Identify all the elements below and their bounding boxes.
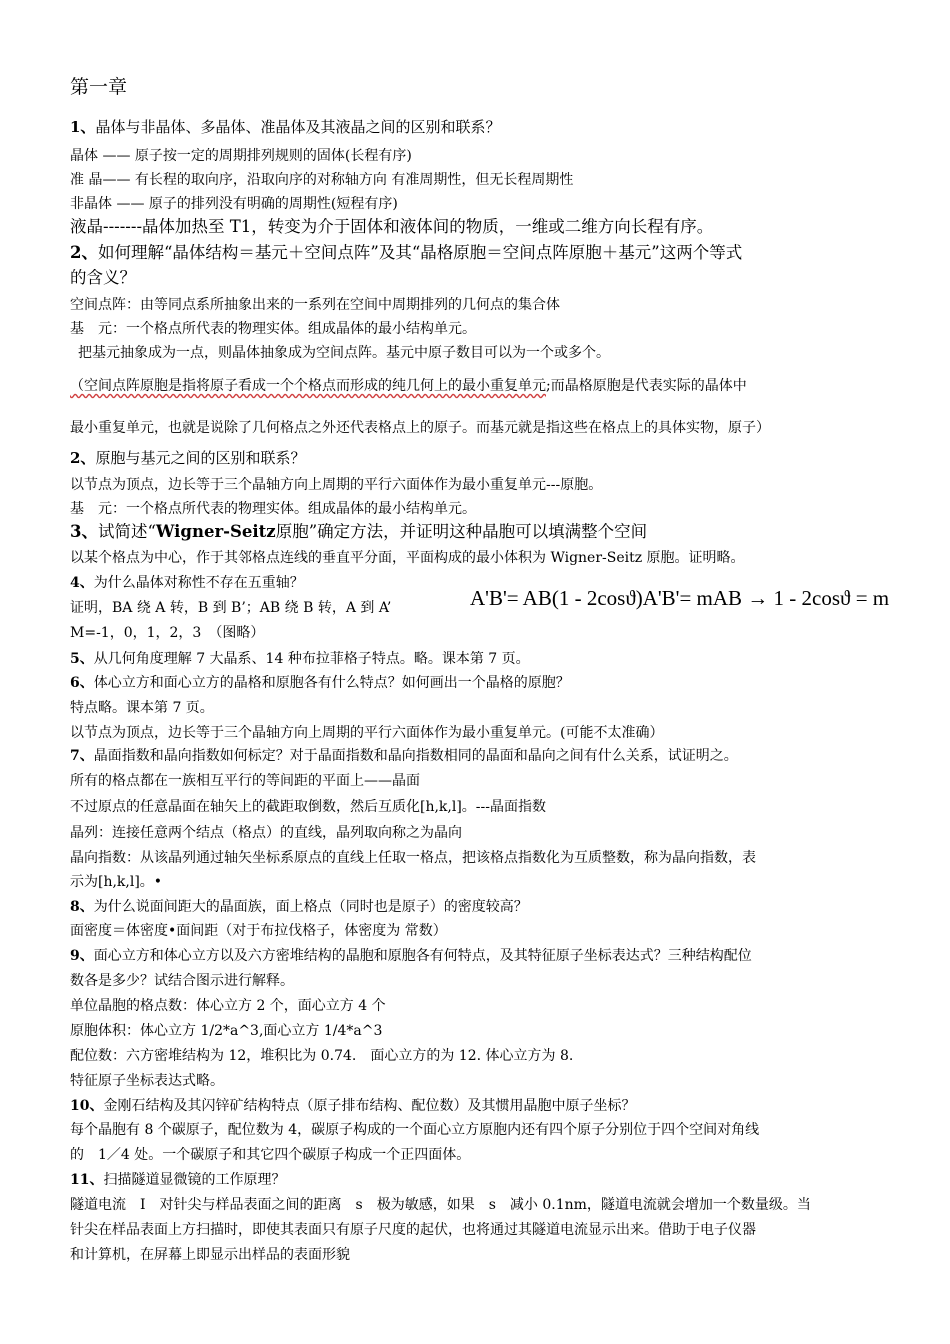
answer-line: 以节点为顶点，边长等于三个晶轴方向上周期的平行六面体作为最小重复单元---原胞。 [70,477,603,493]
rotation-formula: A'B'= AB(1 - 2cosϑ)A'B'= mAB → 1 - 2cosϑ = m [470,586,890,610]
question-heading: 10、金刚石结构及其闪锌矿结构特点（原子排布结构、配位数）及其惯用晶胞中原子坐标？ [70,1098,636,1114]
answer-line: 以节点为顶点，边长等于三个晶轴方向上周期的平行六面体作为最小重复单元。(可能不太准确） [70,725,664,741]
question-heading-cont: 数各是多少？试结合图示进行解释。 [70,973,294,989]
answer-line: （空间点阵原胞是指将原子看成一个个格点而形成的纯几何上的最小重复单元;而晶格原胞是代表实际的晶体中 [70,378,747,394]
question-heading: 6、体心立方和面心立方的晶格和原胞各有什么特点？如何画出一个晶格的原胞？ [70,675,570,691]
answer-line: 晶列：连接任意两个结点（格点）的直线，晶列取向称之为晶向 [70,825,462,841]
answer-line: 空间点阵：由等同点系所抽象出来的一系列在空间中周期排列的几何点的集合体 [70,297,560,313]
answer-line: 准 晶—— 有长程的取向序，沿取向序的对称轴方向 有准周期性，但无长程周期性 [70,172,574,188]
answer-line: 以某个格点为中心，作于其邻格点连线的垂直平分面，平面构成的最小体积为 Wigner-Seitz 原胞。证明略。 [70,550,745,566]
answer-line: 基 元：一个格点所代表的物理实体。组成晶体的最小结构单元。 [70,501,476,517]
question-heading: 8、为什么说面间距大的晶面族，面上格点（同时也是原子）的密度较高？ [70,899,528,915]
answer-line: 针尖在样品表面上方扫描时，即使其表面只有原子尺度的起伏，也将通过其隧道电流显示出来。借助于电子仪器 [70,1222,756,1238]
question-heading-cont: 的含义？ [70,268,136,287]
question-heading: 3、试简述“Wigner-Seitz原胞”确定方法，并证明这种晶胞可以填满整个空间 [70,522,648,541]
question-heading: 7、晶面指数和晶向指数如何标定？对于晶面指数和晶向指数相同的晶面和晶向之间有什么关系，试证明之。 [70,748,738,764]
answer-line: 配位数：六方密堆结构为 12，堆积比为 0.74. 面心立方的为 12. 体心立方为 8. [70,1048,574,1064]
question-heading: 5、从几何角度理解 7 大晶系、14 种布拉菲格子特点。略。课本第 7 页。 [70,651,530,667]
question-heading: 2、原胞与基元之间的区别和联系？ [70,449,306,467]
answer-line: 面密度＝体密度•面间距（对于布拉伐格子，体密度为 常数） [70,923,447,939]
answer-line: 晶体 —— 原子按一定的周期排列规则的固体(长程有序) [70,148,412,164]
answer-line: 证明，BA 绕 A 转，B 到 B’；AB 绕 B 转，A 到 A’ [70,600,392,616]
answer-line: 单位晶胞的格点数：体心立方 2 个，面心立方 4 个 [70,998,386,1014]
answer-line: 所有的格点都在一族相互平行的等间距的平面上——晶面 [70,773,420,789]
question-heading: 1、晶体与非晶体、多晶体、准晶体及其液晶之间的区别和联系？ [70,118,501,136]
answer-line: 原胞体积：体心立方 1/2*a^3,面心立方 1/4*a^3 [70,1023,383,1039]
answer-line: 的 1／4 处。一个碳原子和其它四个碳原子构成一个正四面体。 [70,1147,471,1163]
answer-line: 液晶-------晶体加热至 T1，转变为介于固体和液体间的物质，一维或二维方向长程有序。 [70,217,714,236]
answer-line: 非晶体 —— 原子的排列没有明确的周期性(短程有序) [70,196,398,212]
answer-line: 每个晶胞有 8 个碳原子，配位数为 4，碳原子构成的一个面心立方原胞内还有四个原子分别位于四个空间对角线 [70,1122,760,1138]
answer-line: 基 元：一个格点所代表的物理实体。组成晶体的最小结构单元。 [70,321,476,337]
question-heading: 11、扫描隧道显微镜的工作原理？ [70,1172,286,1188]
answer-line: 隧道电流 I 对针尖与样品表面之间的距离 s 极为敏感，如果 s 减小 0.1nm，隧道电流就会增加一个数量级。当 [70,1197,811,1213]
answer-line: 特征原子坐标表达式略。 [70,1073,224,1089]
answer-line: 示为[h,k,l]。• [70,874,163,890]
answer-line: 把基元抽象成为一点，则晶体抽象成为空间点阵。基元中原子数目可以为一个或多个。 [78,345,610,361]
answer-line: M=-1，0，1，2，3 （图略） [70,625,265,641]
answer-line: 和计算机，在屏幕上即显示出样品的表面形貌 [70,1247,350,1263]
question-heading: 2、如何理解“晶体结构＝基元＋空间点阵”及其“晶格原胞＝空间点阵原胞＋基元”这两个等式 [70,243,743,262]
answer-line: 最小重复单元，也就是说除了几何格点之外还代表格点上的原子。而基元就是指这些在格点上的具体实物，原子） [70,420,770,436]
answer-line: 特点略。课本第 7 页。 [70,700,214,716]
answer-line: 不过原点的任意晶面在轴矢上的截距取倒数，然后互质化[h,k,l]。---晶面指数 [70,799,546,815]
answer-line: 晶向指数：从该晶列通过轴矢坐标系原点的直线上任取一格点，把该格点指数化为互质整数，称为晶向指数，表 [70,850,756,866]
question-heading: 9、面心立方和体心立方以及六方密堆结构的晶胞和原胞各有何特点，及其特征原子坐标表达式？三种结构配位 [70,948,752,964]
chapter-title: 第一章 [70,76,128,98]
question-heading: 4、为什么晶体对称性不存在五重轴？ [70,575,304,591]
